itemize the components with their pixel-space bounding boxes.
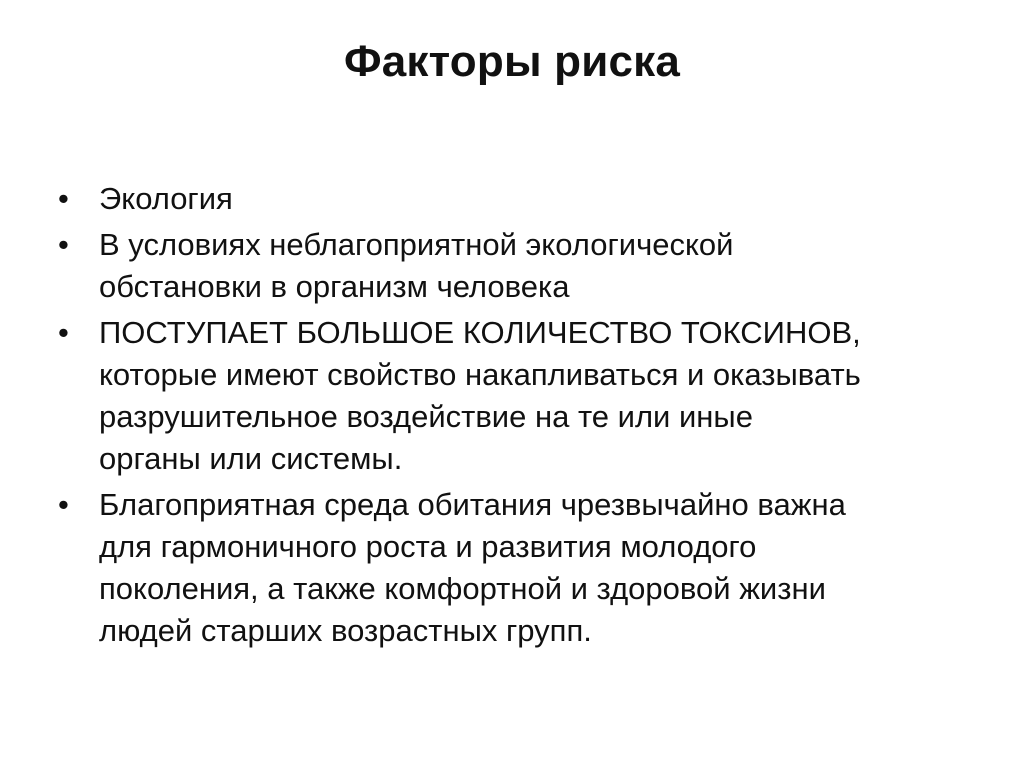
bullet-line: людей старших возрастных групп.	[99, 613, 592, 648]
bullet-dot-icon: •	[58, 227, 69, 262]
bullet-line: поколения, а также комфортной и здоровой жизни	[99, 571, 826, 606]
bullet-dot-icon: •	[58, 315, 69, 350]
bullet-dot-icon: •	[58, 181, 69, 216]
bullet-line: ПОСТУПАЕТ БОЛЬШОЕ КОЛИЧЕСТВО ТОКСИНОВ,	[99, 315, 861, 350]
bullet-item	[58, 224, 978, 308]
slide-title: Факторы риска	[343, 37, 681, 86]
bullet-line: В условиях неблагоприятной экологической	[99, 227, 734, 262]
bullet-text	[99, 178, 978, 220]
bullet-line: Благоприятная среда обитания чрезвычайно важна	[99, 487, 846, 522]
bullet-line: Экология	[99, 181, 233, 216]
bullet-text	[99, 224, 978, 308]
bullet-text	[99, 484, 978, 652]
bullet-list	[58, 178, 978, 656]
bullet-line: которые имеют свойство накапливаться и оказывать	[99, 357, 861, 392]
bullet-line: разрушительное воздействие на те или иные	[99, 399, 753, 434]
bullet-line: обстановки в организм человека	[99, 269, 570, 304]
bullet-item	[58, 178, 978, 220]
bullet-line: органы или системы.	[99, 441, 403, 476]
bullet-text	[99, 312, 978, 480]
bullet-item	[58, 484, 978, 652]
bullet-item	[58, 312, 978, 480]
bullet-dot-icon: •	[58, 487, 69, 522]
bullet-line: для гармоничного роста и развития молодого	[99, 529, 757, 564]
